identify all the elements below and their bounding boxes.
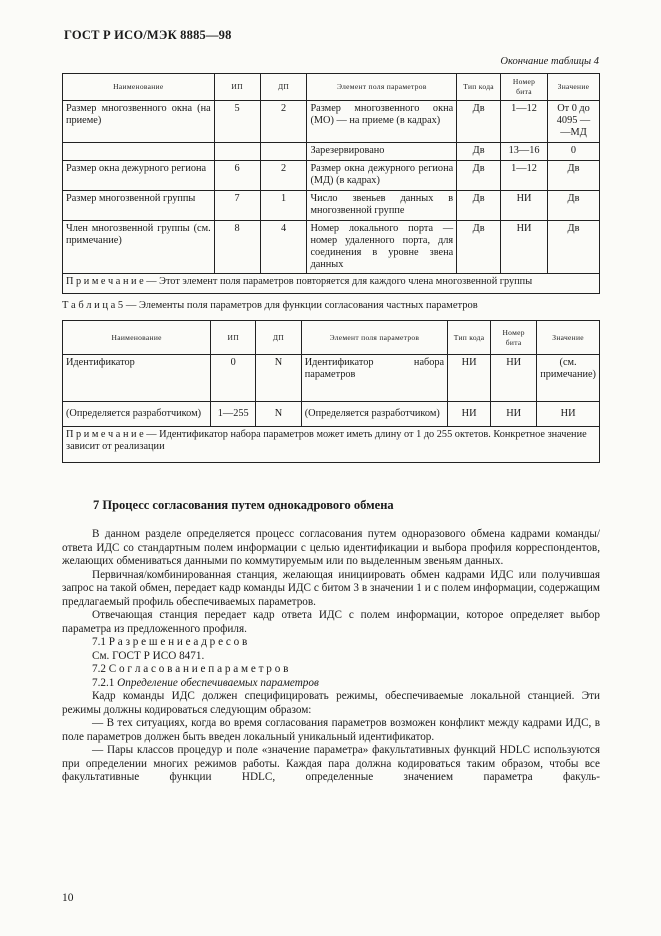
cell-ip: 5 <box>214 101 260 143</box>
cell-element: Размер окна дежурного региона (МД) (в кадрах) <box>307 161 457 191</box>
table-note <box>63 274 600 294</box>
cell-name: Идентификатор <box>63 355 211 402</box>
col-header-bit: Номер бита <box>501 74 548 101</box>
cell-element: Размер многозвенного окна (МО) — на приеме (в кадрах) <box>307 101 457 143</box>
table-row <box>63 221 600 274</box>
table-note-row <box>63 427 600 463</box>
cell-bit: 1—12 <box>501 161 548 191</box>
col-header-element: Элемент поля параметров <box>301 321 447 355</box>
document-header: ГОСТ Р ИСО/МЭК 8885—98 <box>64 28 232 42</box>
table-5-title: — Элементы поля параметров для функции согласования частных параметров <box>123 300 478 311</box>
cell-bit: НИ <box>491 355 537 402</box>
cell-bit: 1—12 <box>501 101 548 143</box>
subsection-7-1-heading <box>62 636 600 650</box>
cell-name <box>63 143 215 161</box>
paragraph: См. ГОСТ Р ИСО 8471. <box>92 649 205 662</box>
cell-bit: НИ <box>501 221 548 274</box>
subsection-title: С о г л а с о в а н и е п а р а м е т р о в <box>108 663 289 675</box>
col-header-dp: ДП <box>256 321 302 355</box>
note-text: — Этот элемент поля параметров повторяется для каждого члена многозвенной группы <box>143 276 533 287</box>
table-row <box>63 355 600 402</box>
subsection-7-2-heading <box>62 663 600 677</box>
cell-dp: N <box>256 402 302 427</box>
col-header-ip: ИП <box>214 74 260 101</box>
table-5 <box>62 320 600 463</box>
table-row <box>63 101 600 143</box>
cell-dp <box>260 143 307 161</box>
cell-code: Дв <box>457 101 501 143</box>
cell-dp: 4 <box>260 221 307 274</box>
section-body <box>62 528 600 785</box>
cell-element: Идентификатор набора параметров <box>301 355 447 402</box>
col-header-code: Тип кода <box>448 321 491 355</box>
table-note-row <box>63 274 600 294</box>
cell-code: Дв <box>457 161 501 191</box>
cell-value: Дв <box>548 221 600 274</box>
col-header-ip: ИП <box>211 321 256 355</box>
col-header-value: Значение <box>537 321 600 355</box>
cell-code: НИ <box>448 402 491 427</box>
cell-code: Дв <box>457 143 501 161</box>
table-5-caption <box>62 300 478 311</box>
cell-element: Номер локального порта — номер удаленного порта, для соединения в уровне звена данных <box>307 221 457 274</box>
col-header-code: Тип кода <box>457 74 501 101</box>
cell-bit: НИ <box>491 402 537 427</box>
cell-code: НИ <box>448 355 491 402</box>
table-row <box>63 191 600 221</box>
cell-code: Дв <box>457 221 501 274</box>
table-header-row <box>63 74 600 101</box>
cell-ip: 0 <box>211 355 256 402</box>
note-text: — Идентификатор набора параметров может иметь длину от 1 до 255 октетов. Конкретное значение зависит от реализации <box>66 429 587 452</box>
col-header-value: Значение <box>548 74 600 101</box>
col-header-name: Наименование <box>63 321 211 355</box>
table-row <box>63 143 600 161</box>
subsection-title: Р а з р е ш е н и е а д р е с о в <box>108 636 248 648</box>
table-note <box>63 427 600 463</box>
cell-bit: НИ <box>501 191 548 221</box>
paragraph: — В тех ситуациях, когда во время согласования параметров возможен конфликт между кадрами ИДС, в поле параметров должен быть введен локальный уникальный идентификатор. <box>62 717 600 743</box>
cell-element: (Определяется разработчиком) <box>301 402 447 427</box>
table-5-label: Т а б л и ц а 5 <box>62 300 124 311</box>
subsection-title: Определение обеспечиваемых параметров <box>117 676 319 689</box>
col-header-name: Наименование <box>63 74 215 101</box>
cell-name: (Определяется разработчиком) <box>63 402 211 427</box>
table-header-row <box>63 321 600 355</box>
cell-name: Член многозвенной группы (см. примечание) <box>63 221 215 274</box>
subsection-number: 7.2.1 <box>92 676 115 689</box>
paragraph: В данном разделе определяется процесс согласования путем одноразового обмена кадрами команды/ответа ИДС со стандартным полем информации с целью идентификации и выбора профиля корреспондентов, желающих обмениваться данными по коммутируемым или по выделенным звеньям данных. <box>62 528 600 567</box>
cell-ip: 6 <box>214 161 260 191</box>
subsection-number: 7.2 <box>92 663 106 675</box>
table-row <box>63 161 600 191</box>
cell-code: Дв <box>457 191 501 221</box>
cell-name: Размер многозвенного окна (на приеме) <box>63 101 215 143</box>
section-title: 7 Процесс согласования путем однокадрового обмена <box>93 498 394 512</box>
col-header-bit: Номер бита <box>491 321 537 355</box>
table-4-end <box>62 73 600 294</box>
note-label: П р и м е ч а н и е <box>66 429 144 440</box>
cell-ip: 8 <box>214 221 260 274</box>
cell-element: Зарезервировано <box>307 143 457 161</box>
cell-value: Дв <box>548 161 600 191</box>
cell-value: НИ <box>537 402 600 427</box>
page-number: 10 <box>62 892 74 904</box>
cell-dp: N <box>256 355 302 402</box>
table-row <box>63 402 600 427</box>
col-header-element: Элемент поля параметров <box>307 74 457 101</box>
cell-ip: 7 <box>214 191 260 221</box>
subsection-number: 7.1 <box>92 636 106 648</box>
paragraph: Первичная/комбинированная станция, желающая инициировать обмен кадрами ИДС или получившая запрос на такой обмен, передает кадр команды ИДС с битом 3 в значении 1 и с полем информации, содержащим предлагаемый профиль обеспечиваемых параметров. <box>62 568 600 608</box>
cell-value: (см. примечание) <box>537 355 600 402</box>
cell-value: От 0 до 4095 — —МД <box>548 101 600 143</box>
cell-name: Размер окна дежурного региона <box>63 161 215 191</box>
subsection-7-2-1-heading <box>62 677 600 691</box>
cell-dp: 2 <box>260 161 307 191</box>
cell-value: 0 <box>548 143 600 161</box>
col-header-dp: ДП <box>260 74 307 101</box>
paragraph: Отвечающая станция передает кадр ответа ИДС с полем информации, которое определяет выбор параметра из предложенного профиля. <box>62 609 600 635</box>
note-label: П р и м е ч а н и е <box>66 276 144 287</box>
cell-element: Число звеньев данных в многозвенной группе <box>307 191 457 221</box>
paragraph: Кадр команды ИДС должен специфицировать режимы, обеспечиваемые локальной станцией. Эти режимы должны кодироваться следующим образом: <box>62 690 600 716</box>
cell-bit: 13—16 <box>501 143 548 161</box>
cell-dp: 2 <box>260 101 307 143</box>
paragraph: — Пары классов процедур и поле «значение параметра» факультативных функций HDLC используются при определении многих режимов работы. Каждая пара должна кодироваться таким образом, чтобы все факультативные функции HDLC, определенные значением параметра факуль- <box>62 744 600 783</box>
cell-value: Дв <box>548 191 600 221</box>
cell-ip <box>214 143 260 161</box>
table-continuation-caption: Окончание таблицы 4 <box>500 56 599 67</box>
cell-dp: 1 <box>260 191 307 221</box>
cell-name: Размер многозвенной группы <box>63 191 215 221</box>
cell-ip: 1—255 <box>211 402 256 427</box>
